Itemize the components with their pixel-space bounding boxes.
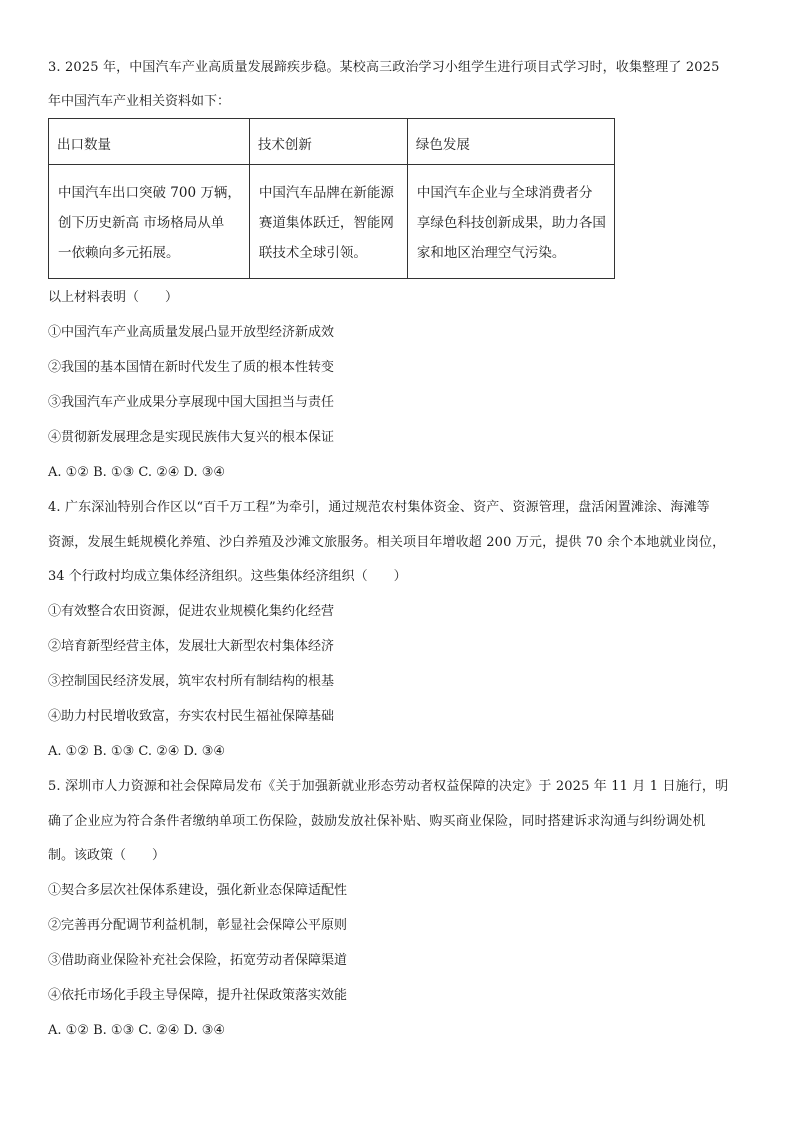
q5-answer-choices: A. ①② B. ①③ C. ②④ D. ③④ (48, 1023, 226, 1038)
q3-prompt: 以上材料表明（ ） (48, 290, 179, 305)
table-cell-green (407, 165, 614, 279)
cell-line: 享绿色科技创新成果，助力各国 (416, 215, 606, 231)
q4-stem-line-1: 4. 广东深汕特别合作区以“百千万工程”为牵引，通过规范农村集体资金、资产、资源管理，盘活闲置滩涂、海滩等 (48, 500, 710, 515)
q5-stem-line-2: 确了企业应为符合条件者缴纳单项工伤保险，鼓励发放社保补贴、购买商业保险，同时搭建诉求沟通与纠纷调处机 (48, 814, 706, 829)
q4-option-1: ①有效整合农田资源，促进农业规模化集约化经营 (48, 604, 335, 619)
q3-option-2: ②我国的基本国情在新时代发生了质的根本性转变 (48, 360, 335, 375)
q4-answer-choices: A. ①② B. ①③ C. ②④ D. ③④ (48, 744, 226, 759)
q4-option-3: ③控制国民经济发展，筑牢农村所有制结构的根基 (48, 674, 335, 689)
table-cell-innovation (249, 165, 407, 279)
cell-line: 家和地区治理空气污染。 (416, 245, 566, 261)
table-header-cell: 出口数量 (49, 119, 250, 165)
q3-option-4: ④贯彻新发展理念是实现民族伟大复兴的根本保证 (48, 430, 335, 445)
q5-option-2: ②完善再分配调节利益机制，彰显社会保障公平原则 (48, 918, 348, 933)
q3-option-3: ③我国汽车产业成果分享展现中国大国担当与责任 (48, 395, 335, 410)
q3-material-table (48, 118, 615, 279)
cell-line: 中国汽车出口突破 700 万辆， (58, 185, 241, 201)
q5-stem-line-1: 5. 深圳市人力资源和社会保障局发布《关于加强新就业形态劳动者权益保障的决定》于 2025 年 11 月 1 日施行，明 (48, 779, 729, 794)
table-header-row (49, 119, 615, 165)
q4-option-4: ④助力村民增收致富，夯实农村民生福祉保障基础 (48, 709, 335, 724)
table-header-cell: 绿色发展 (407, 119, 614, 165)
q4-option-2: ②培育新型经营主体，发展壮大新型农村集体经济 (48, 639, 335, 654)
q3-option-1: ①中国汽车产业高质量发展凸显开放型经济新成效 (48, 325, 335, 340)
cell-line: 中国汽车企业与全球消费者分 (416, 185, 593, 201)
q5-option-4: ④依托市场化手段主导保障，提升社保政策落实效能 (48, 988, 348, 1003)
q3-stem-line-1: 3. 2025 年，中国汽车产业高质量发展蹄疾步稳。某校高三政治学习小组学生进行项目式学习时，收集整理了 2025 (48, 60, 720, 75)
table-header-cell: 技术创新 (249, 119, 407, 165)
q3-answer-choices: A. ①② B. ①③ C. ②④ D. ③④ (48, 465, 226, 480)
cell-line: 创下历史新高 市场格局从单 (58, 215, 225, 231)
table-row (49, 165, 615, 279)
q5-option-1: ①契合多层次社保体系建设，强化新业态保障适配性 (48, 883, 348, 898)
cell-line: 联技术全球引领。 (258, 245, 367, 261)
cell-line: 赛道集体跃迁，智能网 (258, 215, 394, 231)
q4-stem-line-2: 资源，发展生蚝规模化养殖、沙白养殖及沙滩文旅服务。相关项目年增收超 200 万元，提供 70 余个本地就业岗位， (48, 535, 726, 550)
q4-stem-line-3: 34 个行政村均成立集体经济组织。这些集体经济组织（ ） (48, 569, 407, 584)
cell-line: 中国汽车品牌在新能源 (258, 185, 394, 201)
cell-line: 一依赖向多元拓展。 (58, 245, 180, 261)
q5-stem-line-3: 制。该政策（ ） (48, 848, 166, 863)
q5-option-3: ③借助商业保险补充社会保险，拓宽劳动者保障渠道 (48, 953, 348, 968)
table-cell-export (49, 165, 250, 279)
q3-stem-line-2: 年中国汽车产业相关资料如下： (48, 94, 231, 109)
